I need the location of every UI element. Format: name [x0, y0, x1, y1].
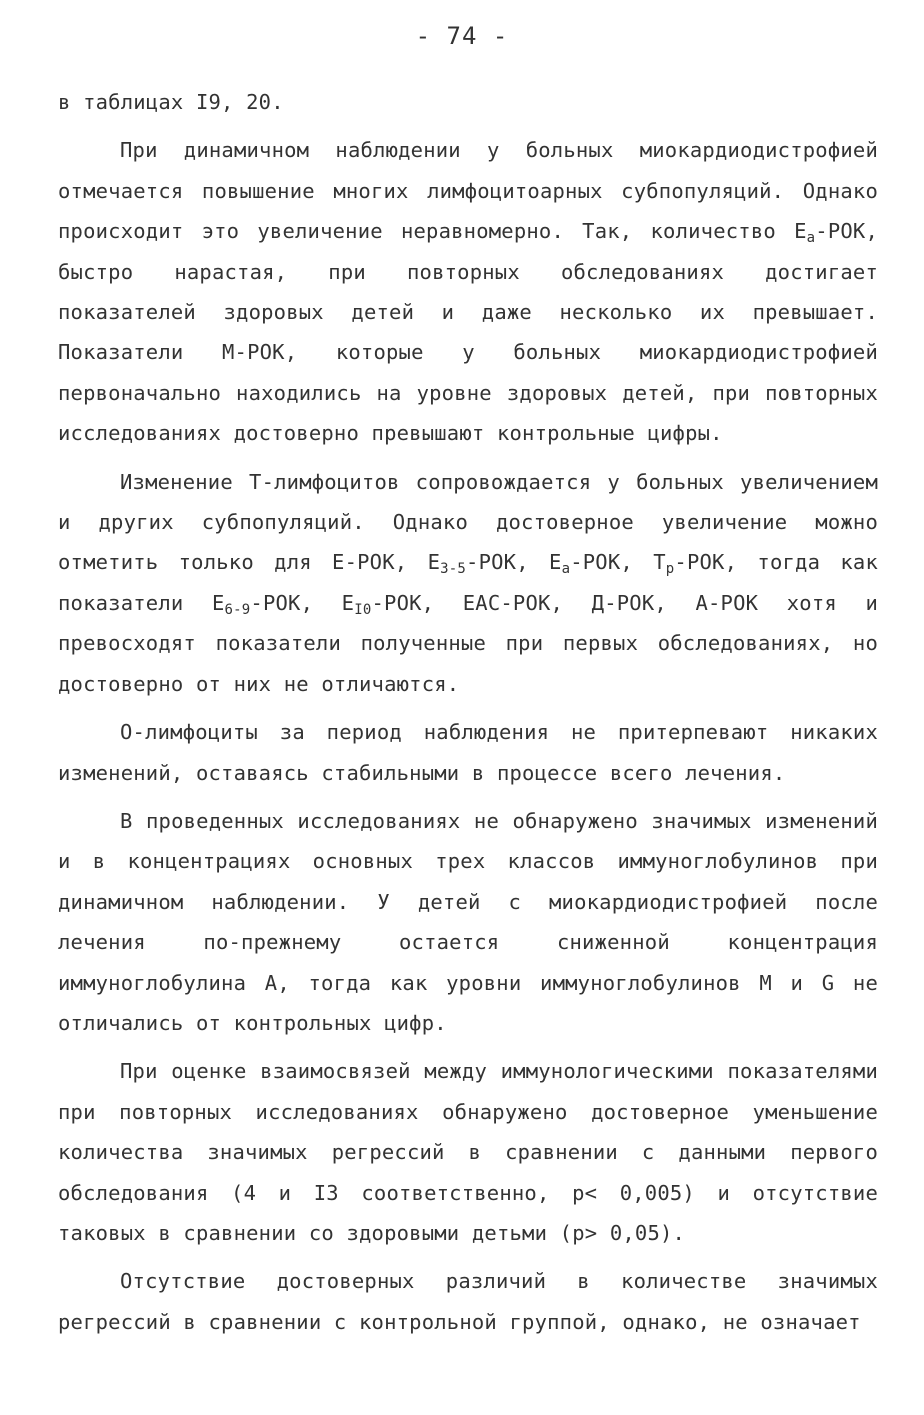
- paragraph-gap: [58, 793, 878, 801]
- subscript: р: [665, 561, 675, 578]
- text-run: -РОК, быстро нарастая, при повторных обследованиях достигает показателей здоровых детей и даже несколько их превышает. Показатели М-РОК, которые у больных миокардиодистрофией первоначально находились на уровне здоровых детей, при повторных исследованиях достоверно превышают контрольные цифры.: [58, 219, 878, 446]
- paragraph-gap: [58, 454, 878, 462]
- text-run: О-лимфоциты за период наблюдения не притерпевают никаких изменений, оставаясь стабильными в процессе всего лечения.: [58, 720, 878, 785]
- paragraph: [58, 801, 878, 1043]
- text-run: В проведенных исследованиях не обнаружено значимых изменений и в концентрациях основных трех классов иммуноглобулинов при динамичном наблюдении. У детей с миокардиодистрофией после лечения по-прежнему остается сниженной концентрация иммуноглобулина А, тогда как уровни иммуноглобулинов М и G не отличались от контрольных цифр.: [58, 808, 878, 1035]
- text-run: в таблицах I9, 20.: [58, 90, 284, 114]
- text-run: -РОК, ЕАС-РОК, Д-РОК, А-РОК хотя и превосходят показатели полученные при первых обследованиях, но достоверно от них не отличаются.: [58, 590, 878, 696]
- body-text: [58, 82, 878, 1342]
- paragraph-gap: [58, 1253, 878, 1261]
- paragraph: [58, 130, 878, 453]
- text-run: При динамичном наблюдении у больных миокардиодистрофией отмечается повышение многих лимфоцитоарных субпопуляций. Однако происходит это увеличение неравномерно. Так, количество Е: [58, 138, 878, 244]
- paragraph: [58, 1051, 878, 1253]
- text-run: -РОК, Т: [570, 550, 666, 575]
- paragraph: [58, 1261, 878, 1342]
- subscript: 3-5: [440, 561, 467, 578]
- paragraph: [58, 712, 878, 793]
- page-number: - 74 -: [415, 22, 509, 50]
- text-run: При оценке взаимосвязей между иммунологическими показателями при повторных исследованиях обнаружено достоверное уменьшение количества значимых регрессий в сравнении с данными первого обследования (4 и I3 соответственно, р< 0,005) и отсутствие таковых в сравнении со здоровыми детьми (р> 0,05).: [58, 1059, 878, 1245]
- paragraph: [58, 462, 878, 704]
- paragraph-gap: [58, 122, 878, 130]
- paragraph: [58, 82, 878, 122]
- subscript: а: [561, 561, 571, 578]
- text-run: -РОК, тогда как показатели Е: [58, 550, 879, 615]
- paragraph-gap: [58, 704, 878, 712]
- paragraph-gap: [58, 1043, 878, 1051]
- subscript: I0: [354, 601, 372, 618]
- text-run: Отсутствие достоверных различий в количестве значимых регрессий в сравнении с контрольной группой, однако, не означает: [58, 1269, 878, 1334]
- text-run: -РОК, Е: [250, 590, 355, 615]
- subscript: 6-9: [224, 601, 251, 618]
- text-run: -РОК, Е: [466, 550, 562, 575]
- subscript: а: [806, 230, 816, 247]
- text-run: Изменение Т-лимфоцитов сопровождается у больных увеличением и других субпопуляций. Однако достоверное увеличение можно отметить только для Е-РОК, Е: [58, 469, 878, 575]
